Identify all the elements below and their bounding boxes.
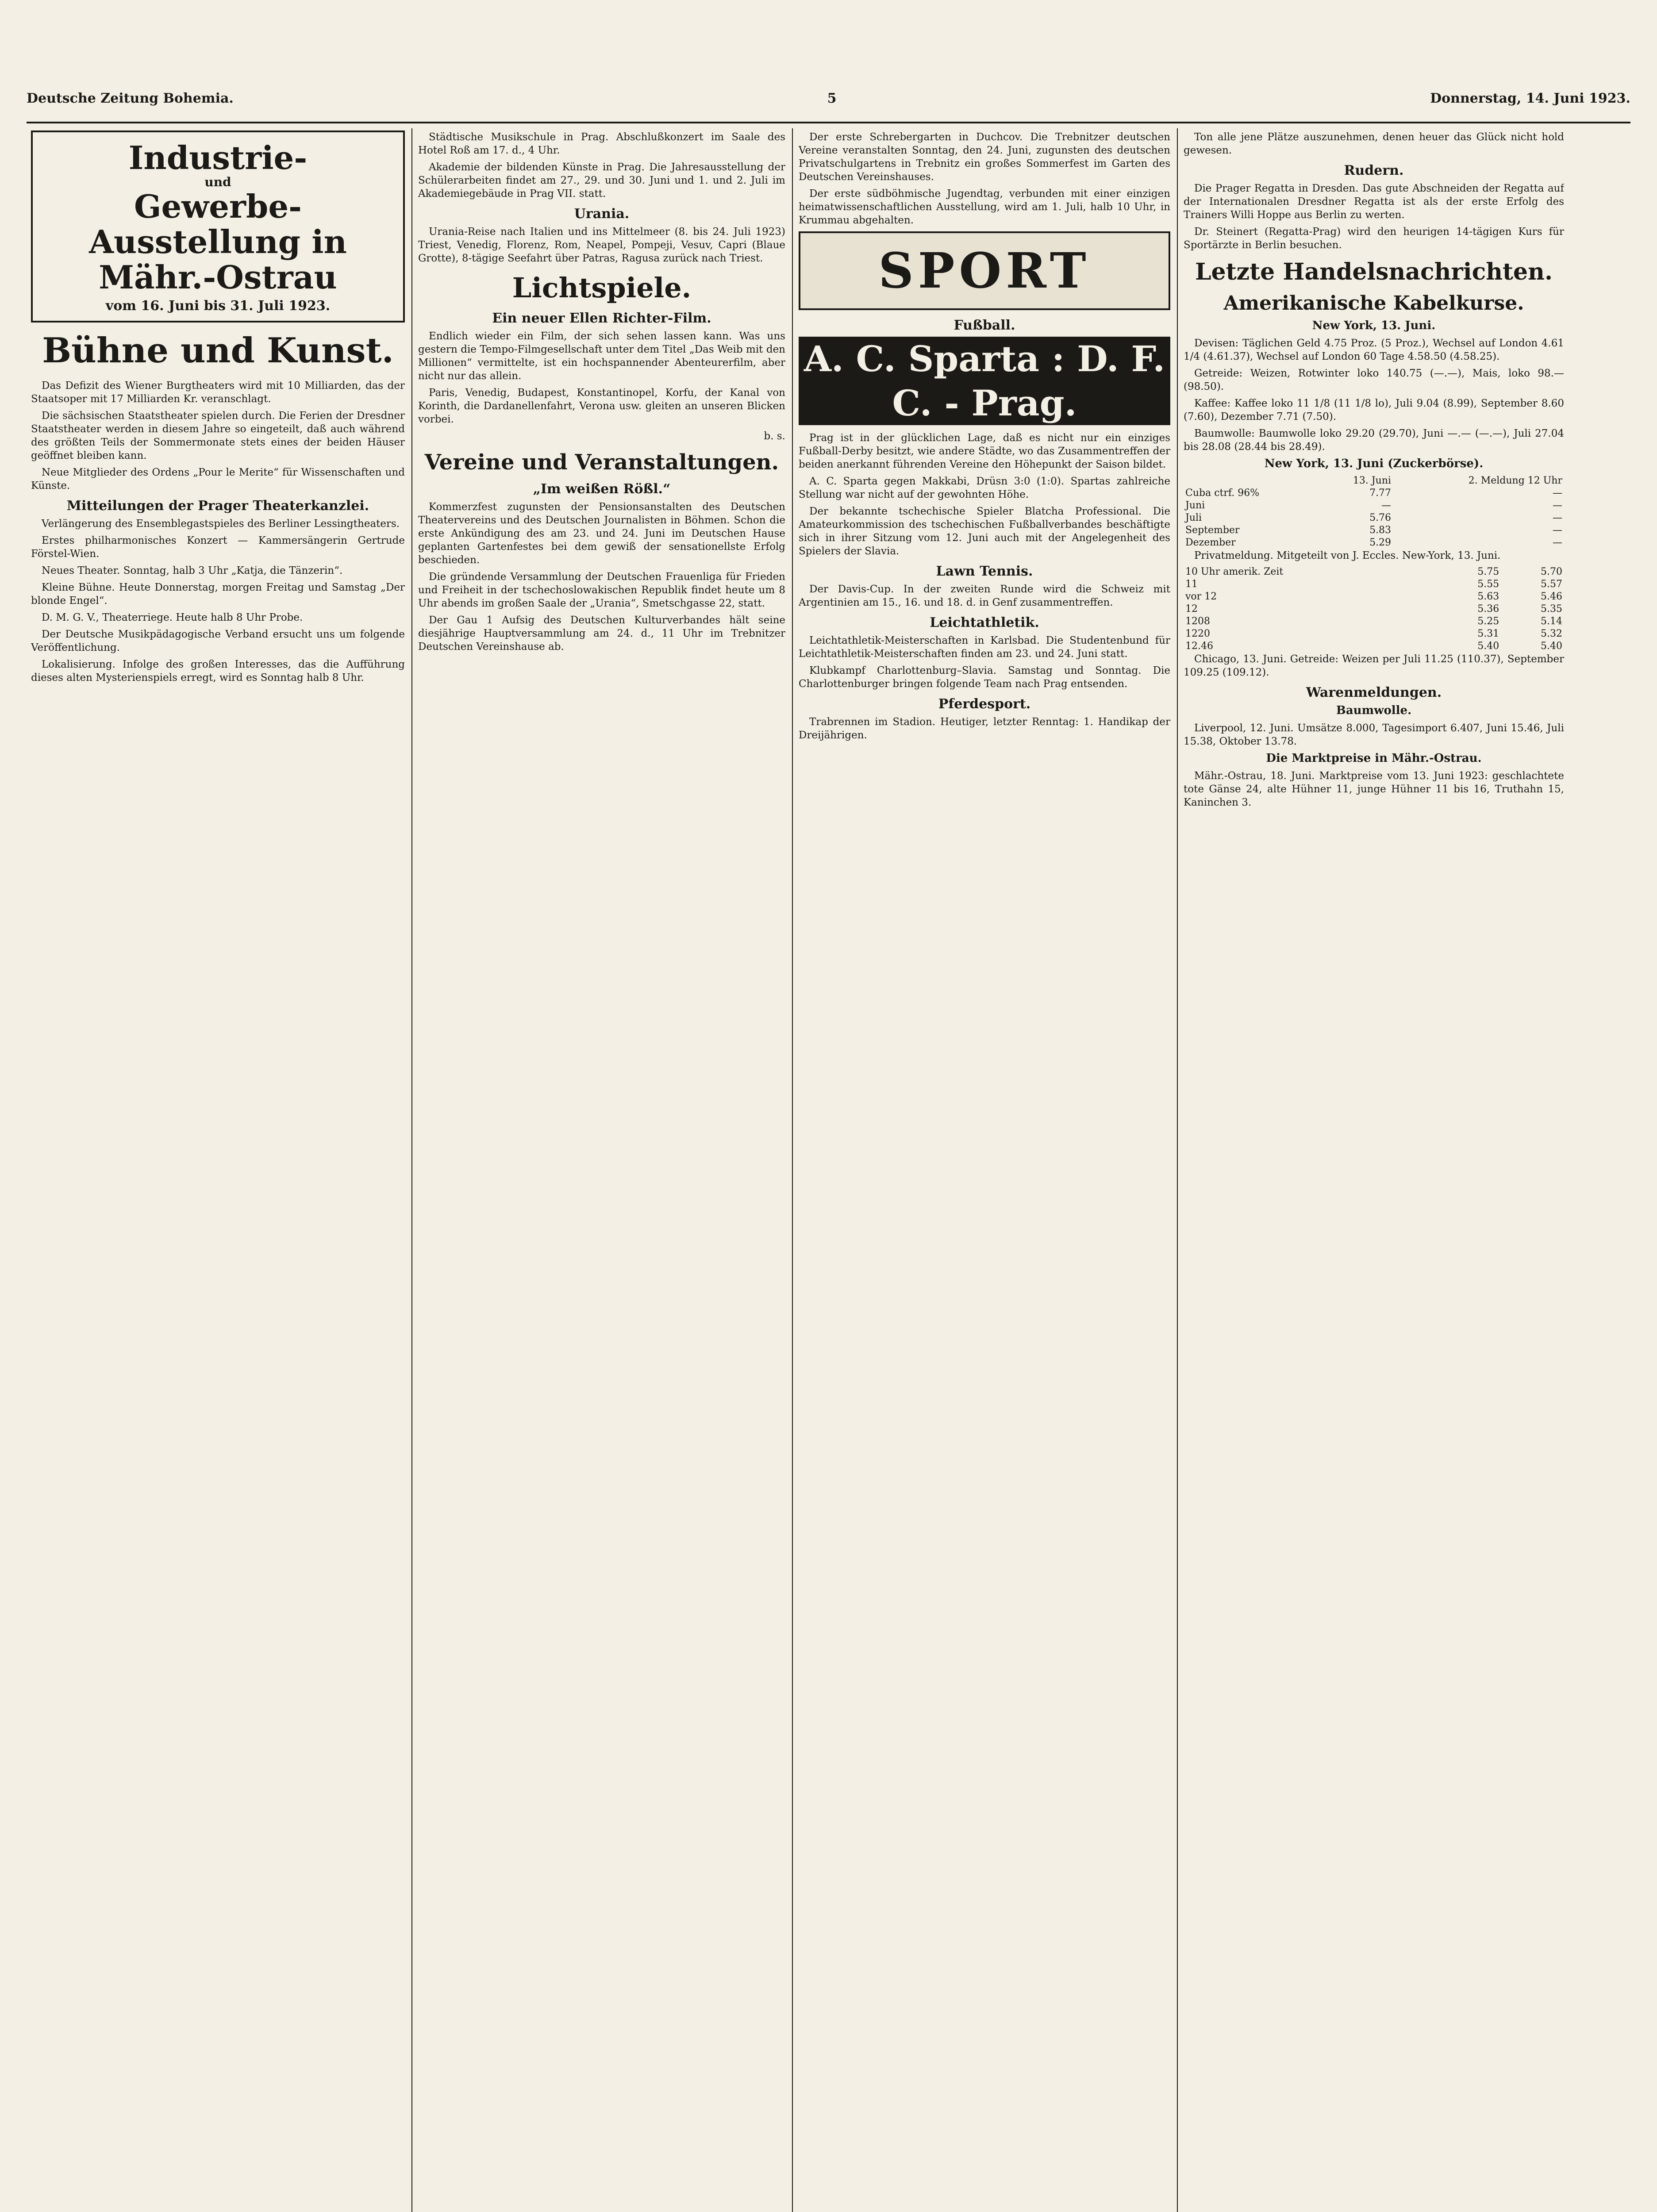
article-paragraph: Endlich wieder ein Film, der sich sehen lassen kann. Was uns gestern die Tempo-Filmgesellschaft unter dem Titel „Das Weib mit den Millionen“ vermittelte, ist ein hochspannender Abenteurerfilm, aber nicht nur das allein. [418, 330, 785, 382]
column-3 [799, 131, 1170, 2212]
header-rule [27, 122, 1630, 123]
article-paragraph: Neues Theater. Sonntag, halb 3 Uhr „Katja, die Tänzerin“. [42, 565, 343, 576]
match-headline: A. C. Sparta : D. F. C. - Prag. [799, 337, 1170, 425]
table-cell: Juli [1185, 512, 1202, 523]
article-paragraph: Devisen: Täglichen Geld 4.75 Proz. (5 Proz.), Wechsel auf London 4.61 1/4 (4.61.37), Wechsel auf London 60 Tage 4.58.50 (4.58.25). [1184, 338, 1564, 362]
ad-title: Industrie- [128, 139, 308, 177]
table-cell: — [1553, 525, 1562, 536]
table-cell: 5.14 [1541, 616, 1562, 627]
table-cell: 5.63 [1477, 591, 1499, 602]
page-number: 5 [827, 91, 837, 106]
table-cell: Dezember [1185, 537, 1236, 548]
table-row [1184, 566, 1564, 578]
article-heading: Warenmeldungen. [1306, 685, 1442, 700]
table-cell: Juni [1185, 500, 1205, 511]
table-row [1184, 615, 1564, 628]
article-paragraph: Liverpool, 12. Juni. Umsätze 8.000, Tagesimport 6.407, Juni 15.46, Juli 15.38, Oktober 13.78. [1184, 722, 1564, 747]
table-cell: 5.76 [1369, 512, 1392, 523]
article-paragraph: Kleine Bühne. Heute Donnerstag, morgen Freitag und Samstag „Der blonde Engel“. [31, 582, 405, 607]
table-cell: 5.32 [1541, 628, 1562, 639]
article-paragraph: Der erste südböhmische Jugendtag, verbunden mit einer einzigen heimatwissenschaftlichen Ausstellung, wird am 1. Juli, halb 10 Uhr, in Krummau abgehalten. [799, 188, 1170, 226]
table-row [1184, 499, 1564, 512]
article-paragraph: Leichtathletik-Meisterschaften in Karlsbad. Die Studentenbund für Leichtathletik-Meisterschaften finden am 23. und 24. Juni statt. [799, 635, 1170, 660]
table-cell: 5.83 [1369, 525, 1392, 536]
column-divider [792, 128, 793, 2212]
article-heading: Mitteilungen der Prager Theaterkanzlei. [66, 498, 369, 514]
table-cell: 1220 [1185, 628, 1210, 639]
article-paragraph: Neue Mitglieder des Ordens „Pour le Merite“ für Wissenschaften und Künste. [31, 467, 405, 492]
article-heading: Amerikanische Kabelkurse. [1223, 292, 1524, 315]
table-cell: 10 Uhr amerik. Zeit [1185, 566, 1284, 577]
article-paragraph: Mähr.-Ostrau, 18. Juni. Marktpreise vom 13. Juni 1923: geschlachtete tote Gänse 24, alte Hühner 11, junge Hühner 11 bis 16, Truthahn 15, Kaninchen 3. [1184, 770, 1564, 808]
table-cell: 5.31 [1477, 628, 1499, 639]
article-paragraph: Der erste Schrebergarten in Duchcov. Die Trebnitzer deutschen Vereine veranstalten Sonntag, den 24. Juni, zugunsten des deutschen Privatschulgartens in Trebnitz ein großes Sommerfest im Garten des Deutschen Vereinshauses. [799, 131, 1170, 183]
author-signature: b. s. [764, 430, 785, 442]
page-header [27, 91, 1630, 113]
column-divider [1177, 128, 1178, 2212]
table-row [1184, 640, 1564, 653]
article-paragraph: Prag ist in der glücklichen Lage, daß es nicht nur ein einziges Fußball-Derby besitzt, wie andere Städte, wo das Zusammentreffen der beiden anerkannt führenden Vereine den Höhepunkt der Saison bildet. [799, 432, 1170, 470]
table-row [1184, 512, 1564, 524]
table-row [1184, 578, 1564, 591]
table-cell: 5.29 [1369, 537, 1392, 548]
article-paragraph: Lokalisierung. Infolge des großen Interesses, das die Aufführung dieses alten Mysterienspiels erregt, wird es Sonntag halb 8 Uhr. [31, 659, 405, 684]
article-paragraph: Klubkampf Charlottenburg–Slavia. Samstag und Sonntag. Die Charlottenburger bringen folgende Team nach Prag entsenden. [799, 665, 1170, 690]
cotton-table [1184, 566, 1564, 653]
article-paragraph: D. M. G. V., Theaterriege. Heute halb 8 Uhr Probe. [42, 612, 303, 623]
article-paragraph: Getreide: Weizen, Rotwinter loko 140.75 (—.—), Mais, loko 98.— (98.50). [1184, 368, 1564, 392]
section-heading: Vereine und Veranstaltungen. [424, 450, 779, 475]
article-paragraph: Der Deutsche Musikpädagogische Verband ersucht uns um folgende Veröffentlichung. [31, 629, 405, 653]
article-heading: Fußball. [953, 318, 1015, 333]
article-subheading: Baumwolle. [1336, 704, 1412, 717]
table-cell: Cuba ctrf. 96% [1185, 488, 1260, 499]
column-4 [1184, 131, 1564, 2212]
article-paragraph: Der Gau 1 Aufsig des Deutschen Kulturverbandes hält seine diesjährige Hauptversammlung am 24. d., 11 Uhr im Trebnitzer Deutschen Vereinshause ab. [418, 614, 785, 653]
article-paragraph: A. C. Sparta gegen Makkabi, Drüsn 3:0 (1:0). Spartas zahlreiche Stellung war nicht auf der gewohnten Höhe. [799, 476, 1170, 500]
article-paragraph: Das Defizit des Wiener Burgtheaters wird mit 10 Milliarden, das der Staatsoper mit 17 Milliarden Kr. veranschlagt. [31, 380, 405, 405]
article-heading: Ein neuer Ellen Richter-Film. [492, 311, 711, 326]
issue-date: Donnerstag, 14. Juni 1923. [1430, 91, 1630, 106]
article-heading: Die Marktpreise in Mähr.-Ostrau. [1266, 752, 1482, 765]
article-paragraph: Akademie der bildenden Künste in Prag. Die Jahresausstellung der Schülerarbeiten findet am 27., 29. und 30. Juni und 1. und 2. Juli im Akademiegebäude in Prag VII. statt. [418, 161, 785, 200]
newspaper-name: Deutsche Zeitung Bohemia. [27, 91, 234, 106]
article-paragraph: Der bekannte tschechische Spieler Blatcha Professional. Die Amateurkommission des tschechischen Fußballverbandes beschäftigte sich in ihrer Sitzung vom 12. Juni auch mit der Angelegenheit des Spielers der Slavia. [799, 506, 1170, 557]
article-paragraph: Kommerzfest zugunsten der Pensionsanstalten des Deutschen Theatervereins und des Deutschen Journalisten in Böhmen. Schon die erste Ankündigung des am 23. und 24. Juni im Deutschen Hause geplanten Gartenfestes bei dem gewiß der sensationellste Erfolg beschieden. [418, 501, 785, 566]
table-row [1184, 628, 1564, 640]
table-cell: 5.75 [1477, 566, 1499, 577]
table-header-row [1184, 475, 1564, 487]
table-cell: 12 [1185, 603, 1198, 614]
article-paragraph: Baumwolle: Baumwolle loko 29.20 (29.70), Juni —.— (—.—), Juli 27.04 bis 28.08 (28.44 bis 28.49). [1184, 428, 1564, 453]
article-paragraph: Städtische Musikschule in Prag. Abschlußkonzert im Saale des Hotel Roß am 17. d., 4 Uhr. [418, 131, 785, 156]
table-cell: 5.25 [1477, 616, 1499, 627]
table-cell: — [1553, 537, 1562, 548]
column-divider [411, 128, 412, 2212]
section-heading: Bühne und Kunst. [42, 330, 394, 371]
article-paragraph: Der Davis-Cup. In der zweiten Runde wird die Schweiz mit Argentinien am 15., 16. und 18. d. in Genf zusammentreffen. [799, 584, 1170, 608]
article-paragraph: Chicago, 13. Juni. Getreide: Weizen per Juli 11.25 (110.37), September 109.25 (109.12). [1184, 653, 1564, 678]
article-paragraph: Paris, Venedig, Budapest, Konstantinopel, Korfu, der Kanal von Korinth, die Dardanellenfahrt, Verona usw. gleiten an unseren Blicken vorbei. [418, 387, 785, 425]
section-heading: Lichtspiele. [512, 272, 692, 304]
table-row [1184, 487, 1564, 499]
ad-dates: vom 16. Juni bis 31. Juli 1923. [105, 298, 331, 314]
article-paragraph: Verlängerung des Ensemblegastspieles des Berliner Lessingtheaters. [42, 518, 400, 530]
table-cell: — [1381, 500, 1392, 511]
section-heading: Letzte Handelsnachrichten. [1195, 258, 1553, 285]
article-paragraph: Trabrennen im Stadion. Heutiger, letzter Renntag: 1. Handikap der Dreijährigen. [799, 716, 1170, 741]
sport-banner-title: SPORT [878, 242, 1091, 299]
table-cell: 5.40 [1477, 641, 1499, 652]
article-paragraph: Die sächsischen Staatstheater spielen durch. Die Ferien der Dresdner Staatstheater werden in diesem Jahre so eingeteilt, daß auch während des größten Teils der Sommermonate stets eines der beiden Häuser geöffnet bleiben kann. [31, 410, 405, 461]
table-cell: vor 12 [1185, 591, 1217, 602]
article-paragraph: Urania-Reise nach Italien und ins Mittelmeer (8. bis 24. Juli 1923) Triest, Venedig, Florenz, Rom, Neapel, Pompeji, Vesuv, Capri (Blaue Grotte), 8-tägige Seefahrt über Patras, Ragusa zurück nach Triest. [418, 226, 785, 264]
sport-banner [799, 231, 1170, 310]
article-heading: Leichtathletik. [930, 615, 1039, 630]
table-row [1184, 591, 1564, 603]
table-row [1184, 537, 1564, 549]
table-header: 2. Meldung 12 Uhr [1468, 475, 1562, 486]
table-cell: — [1553, 488, 1562, 499]
ad-conjunction: und [204, 175, 231, 189]
table-cell: 7.77 [1369, 488, 1392, 499]
column-1 [31, 131, 405, 2212]
table-header: 13. Juni [1353, 475, 1392, 486]
table-cell: 5.46 [1541, 591, 1562, 602]
table-row [1184, 603, 1564, 615]
table-cell: 11 [1185, 579, 1198, 590]
table-cell: 5.40 [1541, 641, 1562, 652]
exhibition-ad [31, 131, 405, 323]
article-paragraph: Dr. Steinert (Regatta-Prag) wird den heurigen 14-tägigen Kurs für Sportärzte in Berlin besuchen. [1184, 226, 1564, 251]
table-cell: — [1553, 512, 1562, 523]
table-cell: 5.70 [1541, 566, 1562, 577]
article-paragraph: Privatmeldung. Mitgeteilt von J. Eccles. New-York, 13. Juni. [1194, 550, 1501, 561]
article-heading: Urania. [574, 206, 630, 222]
article-paragraph: Die gründende Versammlung der Deutschen Frauenliga für Frieden und Freiheit in der tschechoslowakischen Republik findet heute um 8 Uhr abends im großen Saale der „Urania“, Smetschgasse 22, statt. [418, 571, 785, 609]
table-cell: September [1185, 525, 1240, 536]
article-paragraph: Ton alle jene Plätze auszunehmen, denen heuer das Glück nicht hold gewesen. [1184, 131, 1564, 156]
table-cell: 5.57 [1541, 579, 1562, 590]
dateline: New York, 13. Juni. [1312, 319, 1436, 332]
table-cell: 12.46 [1185, 641, 1213, 652]
article-heading: Pferdesport. [938, 696, 1031, 712]
table-cell: 5.55 [1477, 579, 1499, 590]
article-heading: „Im weißen Rößl.“ [533, 481, 671, 497]
table-cell: — [1553, 500, 1562, 511]
article-heading: Lawn Tennis. [936, 564, 1033, 579]
table-cell: 5.35 [1541, 603, 1562, 614]
ad-subtitle: Gewerbe-Ausstellung in Mähr.-Ostrau [89, 188, 347, 296]
article-paragraph: Kaffee: Kaffee loko 11 1/8 (11 1/8 lo), Juli 9.04 (8.99), September 8.60 (7.60), Dezember 7.71 (7.50). [1184, 398, 1564, 422]
article-paragraph: Die Prager Regatta in Dresden. Das gute Abschneiden der Regatta auf der Internationalen Dresdner Regatta ist als der erste Erfolg des Trainers Willi Hoppe aus Berlin zu werten. [1184, 183, 1564, 221]
article-heading: Rudern. [1344, 163, 1404, 178]
dateline: New York, 13. Juni (Zuckerbörse). [1264, 457, 1484, 470]
sugar-table [1184, 475, 1564, 549]
column-2 [418, 131, 785, 2212]
table-row [1184, 524, 1564, 537]
table-cell: 5.36 [1477, 603, 1499, 614]
table-cell: 1208 [1185, 616, 1210, 627]
article-paragraph: Erstes philharmonisches Konzert — Kammersängerin Gertrude Förstel-Wien. [31, 535, 405, 560]
